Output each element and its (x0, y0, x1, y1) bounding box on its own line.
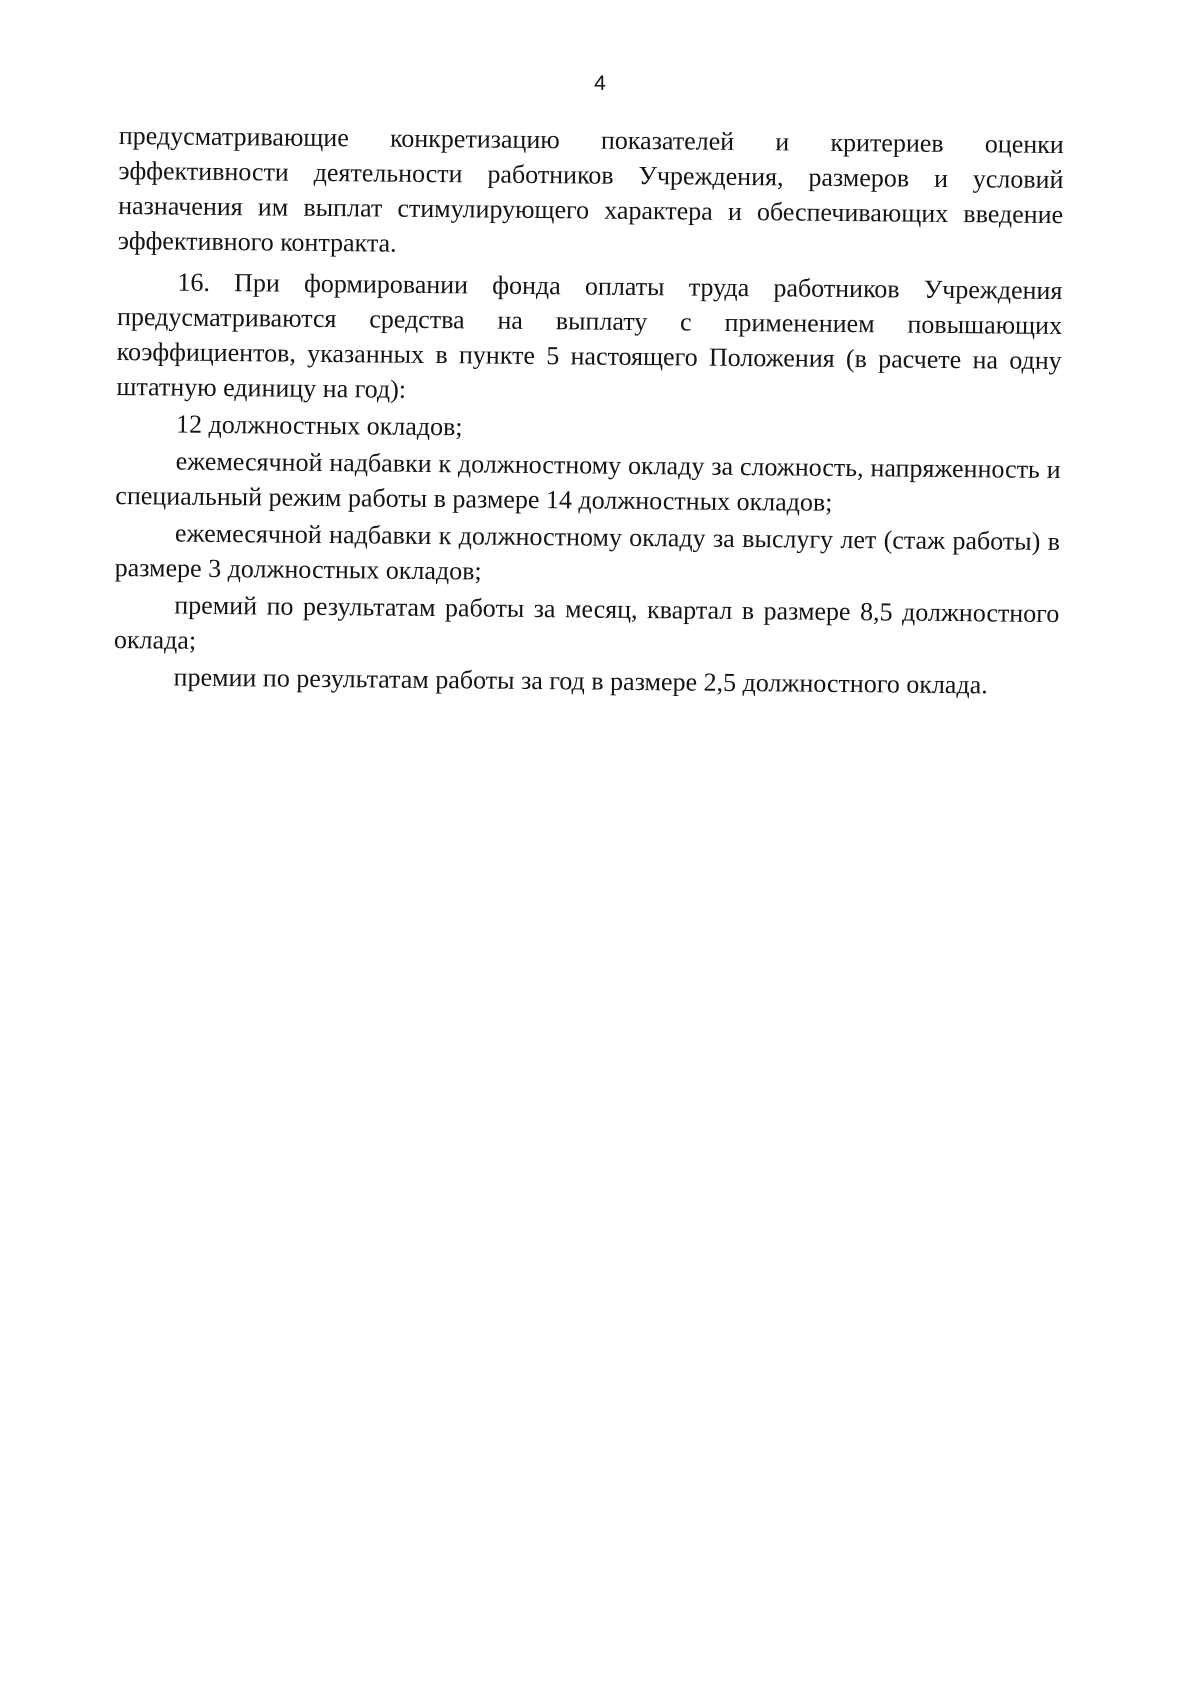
paragraph-continuation: предусматривающие конкретизацию показателей и критериев оценки эффективности деятельности работников Учреждения, размеров и условий назначения им выплат стимулирующего характера и обеспечивающих введение эффективного контракта. (117, 120, 1064, 258)
list-item-salaries: 12 должностных окладов; (175, 409, 463, 442)
page-number: 4 (594, 72, 606, 95)
list-item-annual-bonus: премии по результатам работы за год в размере 2,5 должностного оклада. (173, 662, 988, 700)
list-item-monthly-bonus: премий по результатам работы за месяц, квартал в размере 8,5 должностного оклада; (113, 590, 1060, 655)
list-item-seniority-allowance: ежемесячной надбавки к должностному окладу за выслугу лет (стаж работы) в размере 3 должностных окладов; (114, 518, 1061, 586)
document-body (113, 118, 1063, 703)
paragraph-clause-16: 16. При формировании фонда оплаты труда работников Учреждения предусматриваются средства на выплату с применением повышающих коэффициентов, указанных в пункте 5 настоящего Положения (в расчете на одну штатную единицу на год): (116, 267, 1063, 404)
list-item-complexity-allowance: ежемесячной надбавки к должностному окладу за сложность, напряженность и специальный режим работы в размере 14 должностных окладов; (115, 446, 1061, 517)
